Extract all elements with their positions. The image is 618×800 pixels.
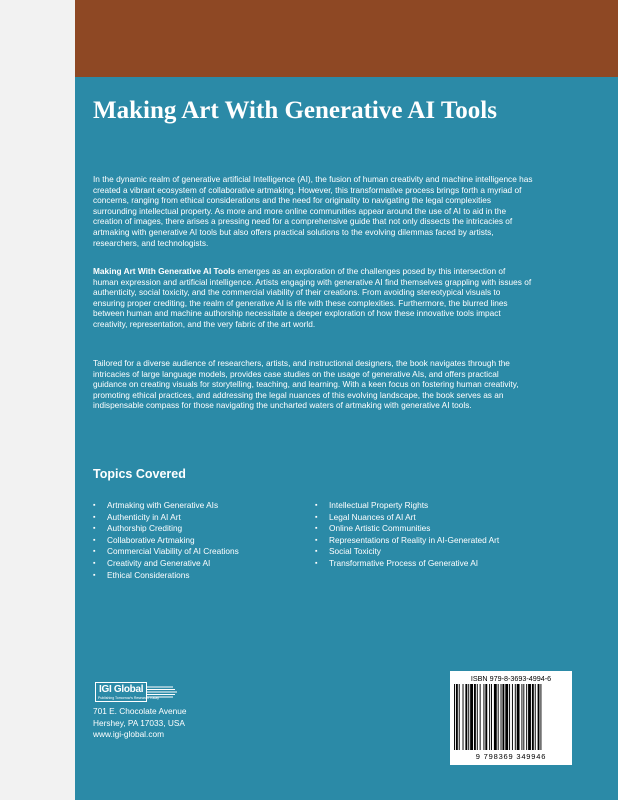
barcode-icon bbox=[454, 684, 568, 750]
publisher-logo-box bbox=[95, 682, 160, 702]
list-item: ▪ Artmaking with Generative AIs bbox=[93, 500, 239, 512]
barcode-digits: 9 798369 349946 bbox=[475, 752, 547, 761]
description-paragraph-3: Tailored for a diverse audience of researchers, artists, and instructional designers, the book navigates through the intricacies of large language models, provides case studies on the usage of generative AIs, and offers practical guidance on creating visuals for storytelling, teaching, and learning. With a keen focus on fostering human creativity, promoting ethical practices, and addressing the legal nuances of this evolving landscape, the book serves as an indispensable compass for those navigating the uncharted waters of artmaking with generative AI tools. bbox=[93, 358, 519, 411]
publisher-logo-tagline: Publishing Tomorrow's Research Today bbox=[98, 696, 160, 700]
list-item: ▪ Collaborative Artmaking bbox=[93, 535, 239, 547]
description-paragraph-1: In the dynamic realm of generative artificial Intelligence (AI), the fusion of human creativity and machine intelligence has created a vibrant ecosystem of collaborative artmaking. However, this transformative process brings forth a myriad of concerns, ranging from ethical considerations and the need for originality to navigating the legal complexities surrounding intellectual property. As more and more online communities appear around the use of AI to aid in the creation of images, there arises a pressing need for a comprehensive guide that not only dissects the intricacies of artmaking with generative AI tools but also offers practical solutions to the evolving dilemmas faced by artists, researchers, and technologists. bbox=[93, 174, 533, 248]
isbn-label: ISBN 979-8-3693-4994-6 bbox=[470, 674, 552, 683]
publisher-logo bbox=[95, 682, 177, 702]
logo-lines-icon bbox=[147, 685, 177, 699]
publisher-logo-name: IGI Global bbox=[99, 684, 144, 695]
list-item: ▪ Legal Nuances of AI Art bbox=[315, 512, 499, 524]
publisher-website: www.igi-global.com bbox=[93, 729, 165, 739]
book-title-inline: Making Art With Generative AI Tools bbox=[93, 266, 236, 276]
list-item: ▪ Online Artistic Communities bbox=[315, 523, 499, 535]
topics-list-right bbox=[315, 500, 499, 570]
list-item: ▪ Intellectual Property Rights bbox=[315, 500, 499, 512]
list-item: ▪ Creativity and Generative AI bbox=[93, 558, 239, 570]
back-cover bbox=[75, 0, 618, 800]
list-item: ▪ Social Toxicity bbox=[315, 546, 499, 558]
address-line: Hershey, PA 17033, USA bbox=[93, 717, 185, 728]
description-paragraph-2-text: emerges as an exploration of the challenges posed by this intersection of human expression and artificial intelligence. Artists engaging with generative AI find themselves grappling with issues of authenticity, social toxicity, and the commercial viability of their creations. From avoiding stereotypical visuals to ensuring proper crediting, the realm of generative AI is rife with these complexities. Furthermore, the blurred lines between human and machine authorship necessitate a deeper exploration of how these innovative tools impact creativity, representation, and the very fabric of the art world. bbox=[93, 266, 532, 329]
barcode-panel bbox=[450, 671, 572, 765]
list-item: ▪ Transformative Process of Generative AI bbox=[315, 558, 499, 570]
topics-list-left bbox=[93, 500, 239, 581]
description-paragraph-2 bbox=[93, 266, 533, 330]
list-item: ▪ Ethical Considerations bbox=[93, 570, 239, 582]
list-item: ▪ Representations of Reality in AI-Generated Art bbox=[315, 535, 499, 547]
list-item: ▪ Commercial Viability of AI Creations bbox=[93, 546, 239, 558]
address-line: 701 E. Chocolate Avenue bbox=[93, 706, 187, 716]
list-item: ▪ Authenticity in AI Art bbox=[93, 512, 239, 524]
topics-heading: Topics Covered bbox=[93, 467, 186, 481]
top-banner bbox=[75, 0, 618, 77]
book-title: Making Art With Generative AI Tools bbox=[93, 97, 497, 124]
publisher-address bbox=[93, 706, 187, 741]
list-item: ▪ Authorship Crediting bbox=[93, 523, 239, 535]
